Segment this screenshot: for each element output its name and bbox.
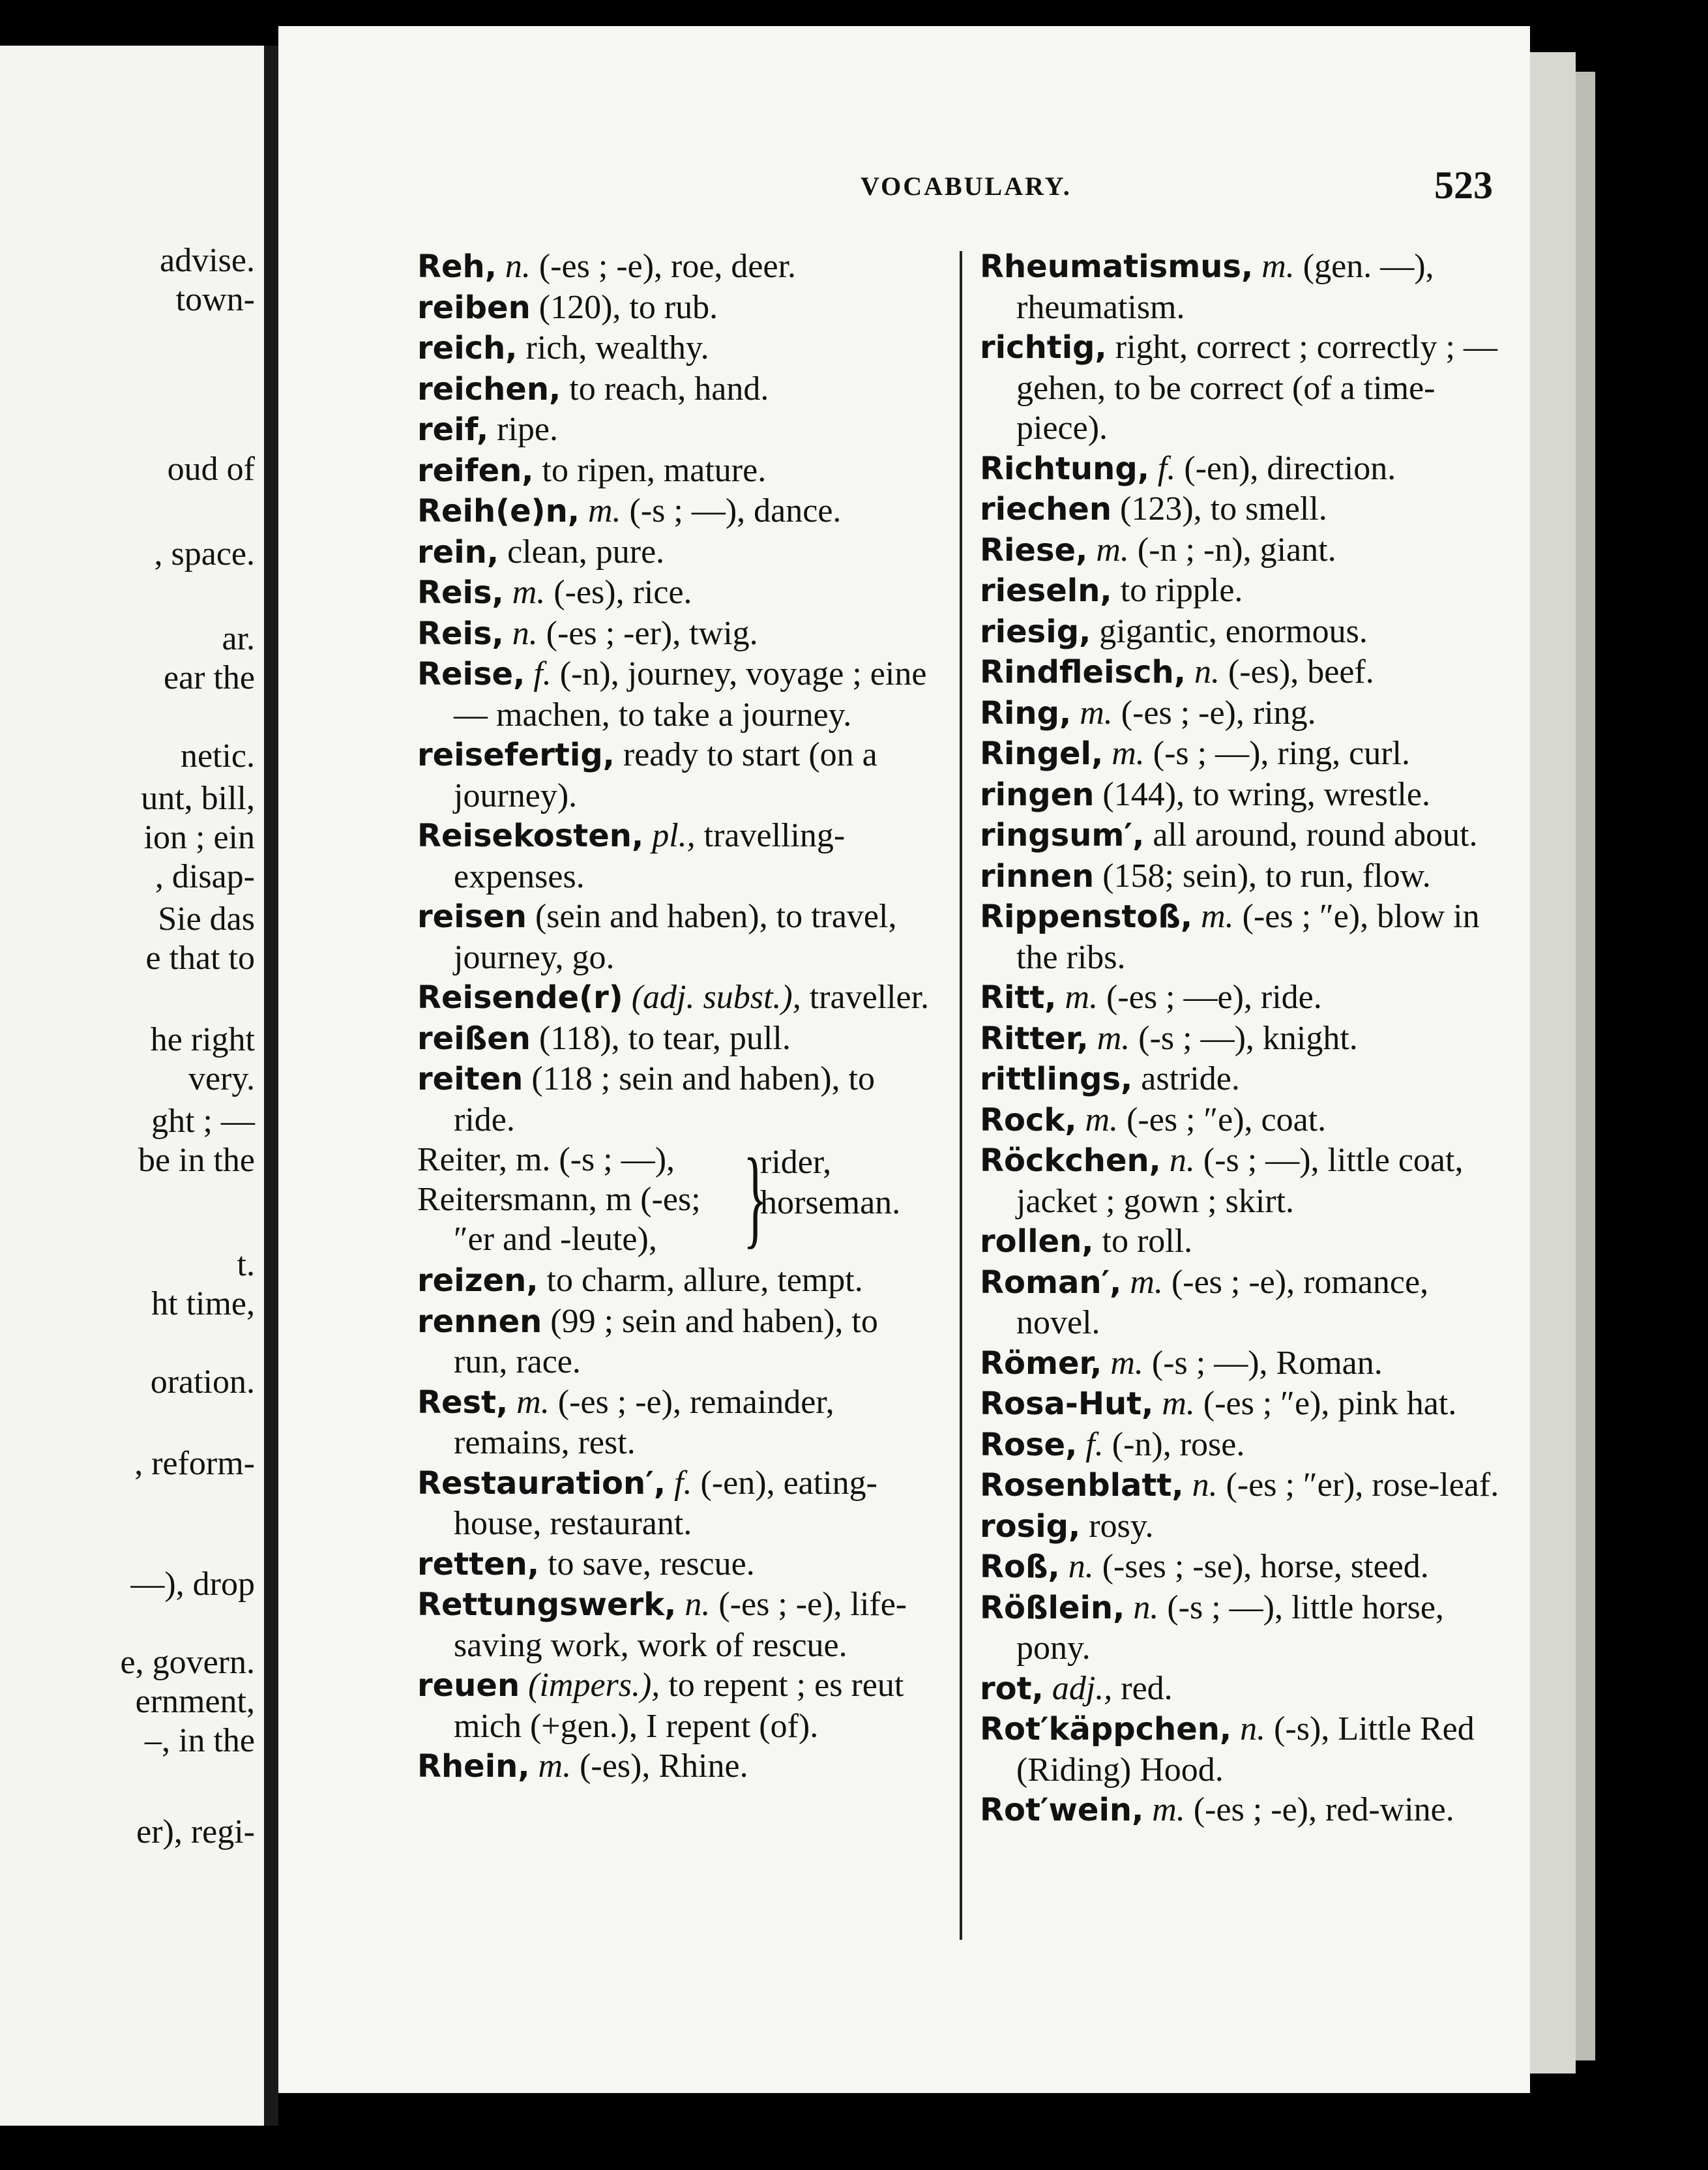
vocabulary-entry: [980, 327, 1501, 449]
entry-definition: (-s ; —), ring, curl.: [1144, 735, 1410, 772]
entry-grammar: m.: [1103, 735, 1145, 772]
entry-headword: reich,: [417, 330, 518, 366]
entry-headword: ringen: [980, 776, 1095, 813]
book-gutter: [264, 46, 278, 2126]
vocabulary-entry: [417, 1544, 939, 1585]
previous-page-fragment: oration.: [150, 1363, 255, 1401]
vocabulary-entry: [417, 451, 939, 492]
entry-list-right: [980, 246, 1501, 1831]
entry-headword: reiben: [417, 289, 531, 326]
previous-page-fragment: ernment,: [135, 1683, 255, 1720]
entry-headword: Reisende(r): [417, 979, 623, 1016]
entry-grammar: n.: [1160, 1142, 1195, 1179]
entry-definition: rich, wealthy.: [517, 329, 709, 366]
vocabulary-entry: [417, 1382, 939, 1463]
entry-definition: all around, round about.: [1144, 816, 1478, 854]
vocabulary-entry: [417, 572, 939, 614]
entry-headword: riesig,: [980, 613, 1091, 650]
previous-page-fragment: netic.: [180, 737, 255, 775]
previous-page-fragment: , space.: [154, 535, 255, 572]
entry-headword: Reise,: [417, 656, 525, 692]
entry-definition: (118 ; sein and haben), to ride.: [454, 1060, 875, 1138]
vocabulary-entry: [980, 652, 1501, 693]
vocabulary-entry: [417, 1584, 939, 1665]
entry-headword: rein,: [417, 533, 499, 571]
entry-headword: Rot′käppchen,: [980, 1711, 1232, 1747]
entry-headword: reisen: [417, 899, 527, 935]
vocabulary-entry: [980, 612, 1501, 653]
vocabulary-entry: [417, 369, 939, 410]
previous-page-fragment: er), regi-: [136, 1813, 255, 1850]
entry-definition: (120), to rub.: [530, 288, 718, 326]
entry-grammar: m.: [1253, 248, 1295, 285]
entry-headword: Ritt,: [980, 979, 1057, 1016]
entry-definition: clean, pure.: [499, 533, 665, 571]
brace-symbol: }: [743, 1136, 767, 1258]
previous-page-fragment: ar.: [222, 620, 255, 657]
vocabulary-entry: [980, 1465, 1501, 1506]
entry-headword: rieseln,: [980, 572, 1112, 609]
vocabulary-entry: [417, 328, 939, 369]
entry-headword: Roß,: [980, 1549, 1060, 1585]
entry-definition: (-es ; -e), romance, novel.: [1016, 1263, 1429, 1341]
vocabulary-entry: [417, 532, 939, 573]
entry-headword: rittlings,: [980, 1061, 1133, 1097]
entry-headword: Ringel,: [980, 736, 1104, 772]
column-divider: [960, 251, 962, 1940]
entry-definition: (-n ; -n), giant.: [1128, 531, 1336, 569]
entry-grammar: pl.,: [643, 817, 696, 854]
vocabulary-column-left: [417, 246, 939, 1787]
entry-grammar: n.: [1125, 1588, 1159, 1626]
entry-grammar: m.: [1071, 694, 1113, 732]
entry-grammar: n.: [1185, 653, 1220, 691]
entry-grammar: f.: [525, 655, 552, 692]
vocabulary-entry: [980, 734, 1501, 775]
vocabulary-entry: [980, 815, 1501, 856]
vocabulary-entry: [980, 1221, 1501, 1262]
vocabulary-column-right: [980, 246, 1501, 1831]
vocabulary-entry: [417, 735, 939, 816]
entry-definition: (gen. —), rheumatism.: [1016, 248, 1434, 326]
vocabulary-entry: [980, 571, 1501, 612]
vocabulary-entry: [417, 614, 939, 655]
entry-headword: ringsum′,: [980, 817, 1145, 854]
entry-headword: Rippenstoß,: [980, 899, 1193, 935]
previous-page-fragment: ion ; ein: [143, 819, 255, 856]
entry-headword: reißen: [417, 1020, 531, 1057]
vocabulary-entry: [417, 816, 939, 897]
vocabulary-entry: [980, 530, 1501, 571]
vocabulary-entry: [980, 1262, 1501, 1343]
entry-headword: Ritter,: [980, 1020, 1089, 1057]
entry-definition: rosy.: [1080, 1507, 1154, 1545]
previous-page-fragment: e that to: [145, 940, 255, 977]
entry-headword: reif,: [417, 411, 489, 448]
entry-headword: Rettungswerk,: [417, 1586, 677, 1623]
entry-definition: to roll.: [1093, 1223, 1193, 1260]
entry-definition: (-en), eating-house, restaurant.: [454, 1464, 877, 1542]
entry-grammar: m.: [1153, 1385, 1195, 1422]
entry-headword: Rößlein,: [980, 1589, 1125, 1626]
entry-headword: Reisekosten,: [417, 818, 644, 854]
entry-grammar: m.: [1143, 1791, 1185, 1828]
entry-definition: (-s ; —), little coat, jacket ; gown ; skirt.: [1016, 1142, 1464, 1220]
entry-grammar: m.: [1088, 1019, 1130, 1057]
entry-grammar: adj.,: [1043, 1669, 1113, 1707]
entry-definition: travelling-expenses.: [454, 817, 846, 895]
entry-grammar: f.: [1149, 449, 1176, 487]
entry-grammar: m.: [1102, 1344, 1143, 1382]
entry-definition: (-es ; ″e), blow in the ribs.: [1016, 898, 1480, 976]
bracket-line: Reitersmann, m (-es;: [417, 1181, 701, 1218]
entry-definition: (-es ; -e), roe, deer.: [530, 248, 797, 285]
entry-grammar: m.: [529, 1747, 572, 1785]
vocabulary-entry: [417, 1746, 939, 1787]
entry-headword: Restauration′,: [417, 1464, 666, 1502]
entry-definition: (-es ; ″e), coat.: [1118, 1101, 1327, 1138]
entry-definition: ripe.: [488, 411, 559, 448]
entry-grammar: f.: [1077, 1425, 1104, 1463]
entry-headword: rollen,: [980, 1223, 1094, 1260]
vocabulary-entry: [980, 1547, 1501, 1588]
previous-page-fragment: ht time,: [151, 1285, 255, 1322]
entry-grammar: m.: [1056, 979, 1098, 1016]
previous-page-fragment: ear the: [163, 659, 255, 696]
page-stack-edge: [1530, 52, 1576, 2073]
entry-grammar: n.: [1231, 1710, 1266, 1747]
vocabulary-entry: [980, 1140, 1501, 1221]
page-stack-edge-outer: [1576, 72, 1595, 2060]
vocabulary-entry: [980, 1059, 1501, 1100]
entry-definition: (-es ; -e), life-saving work, work of rescue.: [454, 1586, 907, 1664]
entry-definition: gigantic, enormous.: [1091, 612, 1368, 650]
entry-definition: (-es ; —e), ride.: [1098, 979, 1322, 1016]
vocabulary-entry: [980, 977, 1501, 1018]
previous-page-fragment: be in the: [138, 1142, 255, 1179]
vocabulary-entry: [417, 1301, 939, 1382]
entry-definition: ready to start (on a journey).: [454, 736, 877, 814]
entry-definition: (-es), Rhine.: [571, 1747, 748, 1785]
vocabulary-entry: [980, 856, 1501, 897]
vocabulary-entry: [417, 288, 939, 329]
entry-headword: Reh,: [417, 248, 497, 285]
vocabulary-entry: [980, 449, 1501, 490]
entry-grammar: m.: [579, 492, 621, 529]
entry-headword: Reis,: [417, 615, 504, 652]
entry-headword: richtig,: [980, 329, 1107, 366]
entry-definition: (-es), rice.: [545, 574, 692, 611]
vocabulary-entry: [980, 246, 1501, 327]
entry-definition: to ripen, mature.: [533, 451, 767, 489]
entry-grammar: n.: [1183, 1466, 1218, 1504]
previous-page-fragment: ght ; —: [151, 1103, 255, 1140]
entry-headword: Rest,: [417, 1384, 508, 1421]
entry-headword: Reih(e)n,: [417, 493, 580, 529]
entry-grammar: (adj. subst.),: [623, 979, 801, 1016]
entry-headword: Röckchen,: [980, 1142, 1161, 1179]
previous-page-fragment: –, in the: [145, 1722, 255, 1759]
entry-definition: (-es ; -e), remainder, remains, rest.: [454, 1383, 834, 1461]
entry-definition: astride.: [1132, 1060, 1240, 1097]
entry-list-left-continued: [417, 1260, 939, 1787]
bracket-line: ″er and -leute),: [454, 1221, 657, 1258]
entry-headword: rosig,: [980, 1508, 1081, 1545]
bracket-gloss: [760, 1142, 900, 1223]
running-head: VOCABULARY.: [861, 171, 1072, 201]
entry-headword: reuen: [417, 1667, 520, 1704]
entry-definition: (-es ; ″e), pink hat.: [1194, 1385, 1457, 1422]
vocabulary-entry: [980, 1384, 1501, 1425]
vocabulary-entry: [980, 775, 1501, 816]
entry-definition: (144), to wring, wrestle.: [1094, 775, 1430, 813]
entry-definition: (-es), beef.: [1219, 653, 1374, 691]
entry-definition: (-es ; ″er), rose-leaf.: [1217, 1466, 1499, 1504]
entry-definition: (-es ; -e), red-wine.: [1185, 1791, 1454, 1828]
entry-grammar: m.: [1192, 898, 1234, 935]
entry-headword: Rosa-Hut,: [980, 1386, 1154, 1422]
entry-grammar: f.: [666, 1464, 692, 1502]
entry-grammar: m.: [508, 1383, 550, 1421]
entry-list-left: [417, 246, 939, 1140]
entry-headword: reifen,: [417, 452, 534, 489]
entry-definition: (-s ; —), Roman.: [1143, 1344, 1383, 1382]
entry-grammar: n.: [503, 614, 538, 652]
entry-headword: rennen: [417, 1303, 542, 1340]
vocabulary-entry: [417, 1665, 939, 1746]
entry-definition: to ripple.: [1112, 572, 1243, 609]
entry-headword: Rheumatismus,: [980, 248, 1254, 285]
entry-headword: Rot′wein,: [980, 1792, 1144, 1828]
entry-headword: Riese,: [980, 531, 1088, 569]
entry-definition: to repent ; es reut mich (+gen.), I repent (of).: [454, 1667, 904, 1745]
entry-headword: reizen,: [417, 1262, 538, 1299]
entry-definition: (158; sein), to run, flow.: [1094, 857, 1431, 895]
previous-page-fragment: —), drop: [130, 1566, 255, 1603]
vocabulary-entry: [417, 977, 939, 1018]
entry-headword: rot,: [980, 1670, 1044, 1707]
entry-grammar: n.: [496, 248, 531, 285]
vocabulary-entry: [980, 693, 1501, 734]
entry-definition: red.: [1112, 1669, 1173, 1707]
entry-definition: to save, rescue.: [539, 1545, 755, 1583]
entry-headword: rinnen: [980, 857, 1095, 895]
entry-definition: (-en), direction.: [1175, 449, 1396, 487]
previous-page-fragment: he right: [150, 1021, 255, 1058]
entry-grammar: m.: [1076, 1101, 1119, 1138]
entry-definition: to reach, hand.: [561, 370, 769, 408]
previous-page-fragment: , disap-: [155, 858, 255, 895]
entry-grammar: m.: [1121, 1263, 1163, 1301]
entry-headword: retten,: [417, 1545, 540, 1583]
vocabulary-entry: [417, 491, 939, 532]
entry-headword: Rock,: [980, 1101, 1077, 1138]
entry-definition: (118), to tear, pull.: [530, 1019, 791, 1057]
vocabulary-entry: [417, 897, 939, 977]
vocabulary-entry: [417, 1018, 939, 1060]
previous-page-fragment: town-: [175, 281, 255, 318]
entry-definition: traveller.: [801, 979, 930, 1016]
entry-headword: Rindfleisch,: [980, 654, 1186, 691]
entry-headword: Reis,: [417, 574, 504, 611]
entry-headword: Rhein,: [417, 1748, 530, 1785]
entry-definition: (123), to smell.: [1112, 490, 1327, 528]
entry-headword: Rose,: [980, 1426, 1078, 1463]
entry-headword: Römer,: [980, 1345, 1102, 1382]
entry-grammar: m.: [503, 574, 546, 611]
bracket-gloss-line: rider,: [760, 1144, 832, 1181]
vocabulary-entry: [417, 409, 939, 451]
entry-grammar: n.: [1059, 1548, 1094, 1585]
entry-definition: (-n), rose.: [1103, 1425, 1245, 1463]
previous-page-edge: [0, 46, 264, 2126]
entry-definition: (-ses ; -se), horse, steed.: [1093, 1548, 1429, 1585]
bracket-gloss-line: horseman.: [760, 1183, 901, 1221]
vocabulary-entry: [980, 1018, 1501, 1060]
vocabulary-entry: [980, 1506, 1501, 1547]
vocabulary-entry: [980, 1100, 1501, 1141]
entry-definition: (-n), journey, voyage ; eine — machen, to take a journey.: [454, 655, 927, 734]
entry-headword: reisefertig,: [417, 737, 615, 773]
entry-definition: (-es ; -e), ring.: [1112, 694, 1316, 732]
entry-definition: right, correct ; correctly ; — gehen, to be correct (of a time-piece).: [1016, 329, 1497, 447]
vocabulary-entry: [980, 897, 1501, 977]
entry-headword: Rosenblatt,: [980, 1467, 1184, 1504]
vocabulary-entry: [980, 489, 1501, 530]
previous-page-fragment: t.: [237, 1246, 255, 1283]
vocabulary-entry: [980, 1669, 1501, 1710]
vocabulary-entry: [417, 654, 939, 735]
entry-definition: (-s ; —), dance.: [621, 492, 842, 529]
bracket-line: Reiter, m. (-s ; —),: [417, 1141, 675, 1178]
vocabulary-entry: [980, 1709, 1501, 1790]
previous-page-fragment: , reform-: [134, 1445, 255, 1482]
vocabulary-entry: [417, 246, 939, 288]
vocabulary-entry: [417, 1260, 939, 1301]
previous-page-fragment: advise.: [160, 242, 255, 279]
previous-page-fragment: very.: [188, 1060, 255, 1097]
entry-definition: (-es ; -er), twig.: [537, 614, 758, 652]
entry-headword: riechen: [980, 491, 1112, 528]
vocabulary-entry: [980, 1343, 1501, 1384]
vocabulary-entry: [417, 1059, 939, 1140]
previous-page-fragment: unt, bill,: [141, 780, 255, 817]
entry-grammar: m.: [1087, 531, 1129, 569]
vocabulary-entry: [980, 1425, 1501, 1466]
entry-definition: (99 ; sein and haben), to run, race.: [454, 1302, 878, 1380]
vocabulary-entry: [417, 1463, 939, 1544]
entry-definition: to charm, allure, tempt.: [538, 1262, 863, 1299]
entry-definition: (-s), Little Red (Riding) Hood.: [1016, 1710, 1475, 1789]
entry-headword: Ring,: [980, 694, 1072, 732]
vocabulary-entry: [980, 1588, 1501, 1669]
entry-grammar: n.: [676, 1586, 711, 1623]
vocabulary-entry: [980, 1790, 1501, 1831]
previous-page-fragment: Sie das: [158, 900, 255, 938]
previous-page-fragment: e, govern.: [120, 1644, 255, 1681]
entry-headword: reiten: [417, 1061, 523, 1097]
previous-page-fragment: oud of: [167, 451, 255, 488]
bracketed-entry-group: [417, 1136, 939, 1260]
entry-definition: (sein and haben), to travel, journey, go.: [454, 898, 897, 976]
entry-definition: (-s ; —), little horse, pony.: [1016, 1588, 1444, 1667]
entry-grammar: (impers.),: [520, 1667, 660, 1704]
page-number: 523: [1434, 164, 1493, 207]
entry-headword: Richtung,: [980, 450, 1149, 487]
entry-definition: (-s ; —), knight.: [1130, 1019, 1358, 1057]
entry-headword: reichen,: [417, 370, 561, 408]
entry-headword: Roman′,: [980, 1264, 1122, 1301]
